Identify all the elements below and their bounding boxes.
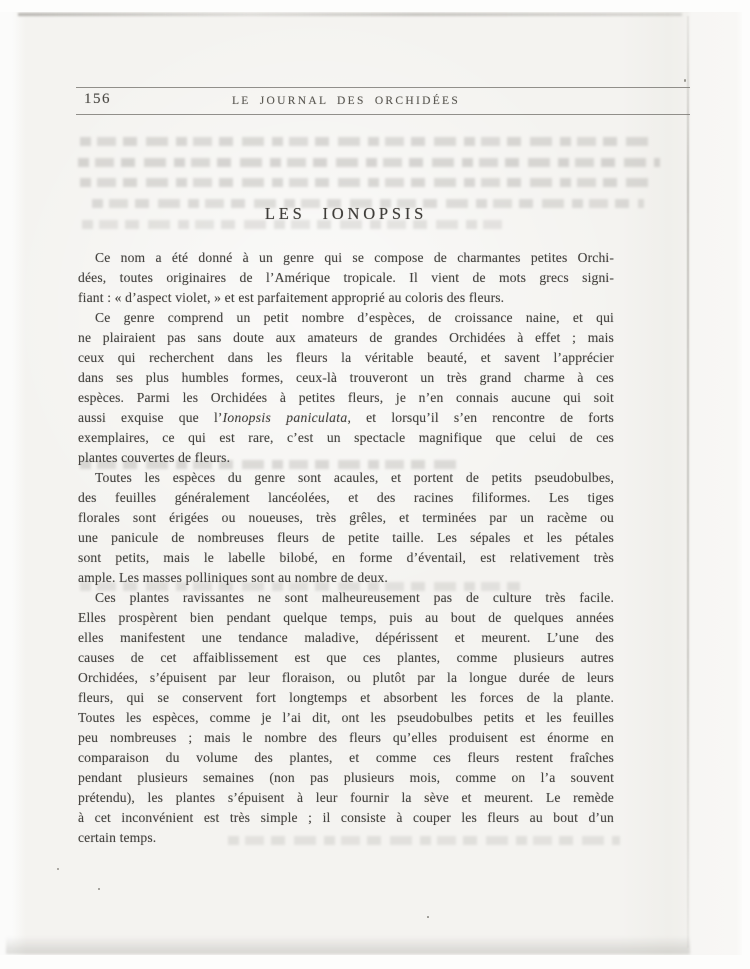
text-line: dées, toutes originaires de l’Amérique tropicale. Il vient de mots grecs signi- — [78, 270, 614, 285]
text-line: sont petits, mais le labelle bilobé, en forme d’éventail, est relativement très — [78, 550, 614, 565]
text-line: ceux qui recherchent dans les fleurs la véritable beauté, et savent l’apprécier — [78, 350, 614, 365]
text-line: ne plairaient pas sans doute aux amateurs de grandes Orchidées à effet ; mais — [78, 330, 614, 345]
article-title: LES IONOPSIS — [264, 204, 428, 223]
text-line: fleurs, qui se conservent fort longtemps et absorbent les forces de la plante. — [78, 690, 614, 705]
scan-speck — [57, 868, 59, 870]
page-number: 156 — [84, 91, 111, 107]
text-line: espèces. Parmi les Orchidées à petites fleurs, je n’en connais aucune qui soit — [78, 390, 614, 405]
text-line: florales sont érigées ou noueuses, très grêles, et terminées par un racème ou — [78, 510, 614, 525]
text-line: elles manifestent une tendance maladive, dépérissent et meurent. L’une des — [78, 630, 614, 645]
scan-margin-right — [742, 0, 750, 969]
page-top-edge-artifact — [18, 13, 682, 16]
scan-speck — [427, 916, 429, 918]
text-line: Toutes les espèces du genre sont acaules, et portent de petits pseudobulbes, — [95, 470, 614, 485]
text-line: prétendu), les plantes s’épuisent à leur fournir la sève et meurent. Le remède — [78, 790, 614, 805]
text-line: une panicule de nombreuses fleurs de petite taille. Les sépales et les pétales — [78, 530, 614, 545]
text-line: Ces plantes ravissantes ne sont malheureusement pas de culture très facile. — [95, 590, 614, 605]
bottom-scan-shadow — [6, 936, 690, 954]
text-line: Toutes les espèces, comme je l’ai dit, ont les pseudobulbes petits et les feuilles — [78, 710, 614, 725]
journal-title: LE JOURNAL DES ORCHIDÉES — [231, 95, 461, 107]
text-line: plantes couvertes de fleurs. — [78, 450, 231, 465]
text-line: Orchidées, s’épuisent par leur floraison, ou plutôt par la longue durée de leurs — [78, 670, 614, 685]
bleedthrough-artifact — [80, 178, 648, 187]
bleedthrough-artifact — [78, 158, 660, 167]
text-line: causes de cet affaiblissement est que ces plantes, comme plusieurs autres — [78, 650, 614, 665]
text-line: exemplaires, ce qui est rare, c’est un spectacle magnifique que celui de ces — [78, 430, 614, 445]
text-line: Elles prospèrent bien pendant quelque temps, puis au bout de quelques années — [78, 610, 614, 625]
text-line: dans ses plus humbles formes, ceux-là trouveront un très grand charme à ces — [78, 370, 614, 385]
text-line: pendant plusieurs semaines (non pas plusieurs mois, comme on l’a souvent — [78, 770, 614, 785]
scan-margin-bottom — [0, 955, 750, 969]
text-line: fiant : « d’aspect violet, » et est parfaitement approprié au coloris des fleurs. — [78, 290, 505, 305]
text-line: Ce genre comprend un petit nombre d’espèces, de croissance naine, et qui — [95, 310, 614, 325]
text-line: comparaison du volume des plantes, et comme ces fleurs restent fraîches — [78, 750, 614, 765]
page-edge-crease — [687, 16, 689, 948]
text-line: aussi exquise que l’Ionopsis paniculata, et lorsqu’il s’en rencontre de forts — [78, 410, 614, 425]
scan-speck — [98, 888, 100, 890]
scan-margin-top — [0, 0, 750, 12]
header-rule-bottom — [76, 114, 690, 115]
text-line: certain temps. — [78, 830, 157, 845]
text-line: ample. Les masses polliniques sont au nombre de deux. — [78, 570, 388, 585]
article-body — [78, 248, 614, 848]
text-line: des feuilles généralement lancéolées, et des racines filiformes. Les tiges — [78, 490, 614, 505]
text-line: Ce nom a été donné à un genre qui se compose de charmantes petites Orchi- — [95, 250, 614, 265]
bleedthrough-artifact — [80, 137, 656, 146]
scan-speck — [684, 79, 686, 82]
text-line: peu nombreuses ; mais le nombre des fleurs qu’elles produisent est énorme en — [78, 730, 614, 745]
header-rule-top — [76, 87, 690, 88]
text-line: à cet inconvénient est très simple ; il consiste à couper les fleurs au bout d’un — [78, 810, 614, 825]
